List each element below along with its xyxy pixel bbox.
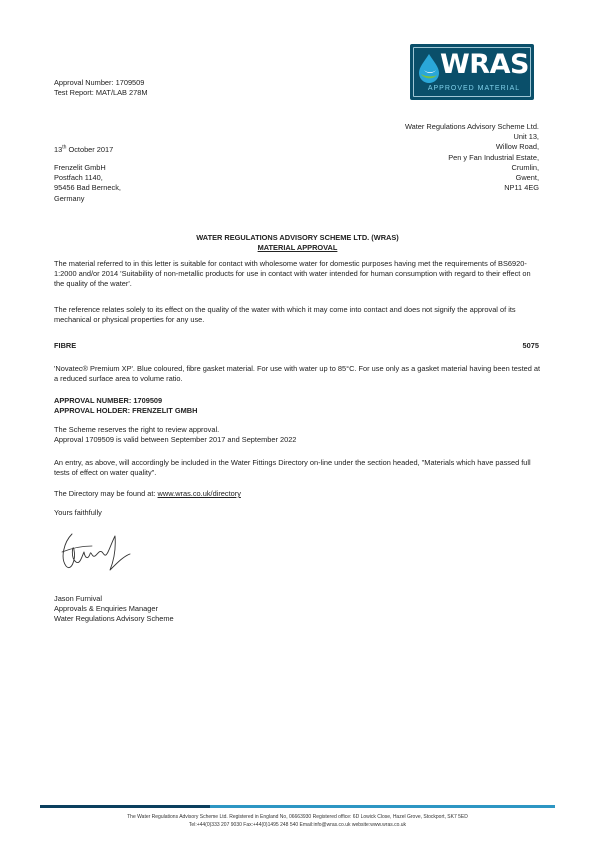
recipient-address xyxy=(54,163,121,204)
signatory-title: Approvals & Enquiries Manager xyxy=(54,604,158,614)
footer xyxy=(0,813,595,829)
signatory-organisation: Water Regulations Advisory Scheme xyxy=(54,614,174,624)
recipient-line: 95456 Bad Berneck, xyxy=(54,183,121,193)
letter-subtitle: MATERIAL APPROVAL xyxy=(257,243,338,252)
directory-location xyxy=(54,489,541,499)
review-paragraph xyxy=(54,425,541,445)
date-suffix: th xyxy=(62,144,67,151)
address-line: Water Regulations Advisory Scheme Ltd. xyxy=(404,122,539,131)
test-report-ref: Test Report: MAT/LAB 278M xyxy=(54,88,148,98)
logo-subtitle: APPROVED MATERIAL xyxy=(427,85,521,92)
recipient-line: Postfach 1140, xyxy=(54,173,103,183)
footer-contact: Tel:+44(0)333 207 9030 Fax:+44(0)1495 248 540 Email:info@wras.co.uk website:www.wras.co.uk xyxy=(188,822,407,828)
letter-date xyxy=(54,145,113,155)
approval-number-ref: Approval Number: 1709509 xyxy=(54,78,145,87)
directory-entry-paragraph: An entry, as above, will accordingly be included in the Water Fittings Directory on-line under the section headed, "Materials which have passed full tests of effect on water quality". xyxy=(54,458,531,478)
reference-block xyxy=(54,78,148,98)
letter-title: WATER REGULATIONS ADVISORY SCHEME LTD. (WRAS) xyxy=(196,233,399,242)
category-name: FIBRE xyxy=(54,341,77,350)
signatory-name: Jason Furnival xyxy=(54,594,103,603)
approval-number: APPROVAL NUMBER: 1709509 xyxy=(54,396,163,405)
address-line: Pen y Fan Industrial Estate, xyxy=(448,152,539,162)
signature-image xyxy=(58,528,138,576)
directory-text: The Directory may be found at: xyxy=(54,489,158,498)
directory-link[interactable]: www.wras.co.uk/directory xyxy=(157,489,241,498)
address-line: NP11 4EG xyxy=(504,183,539,193)
approval-holder: APPROVAL HOLDER: FRENZELIT GMBH xyxy=(54,406,198,416)
address-line: Willow Road, xyxy=(495,142,539,152)
logo-wordmark: WRAS xyxy=(440,49,529,80)
approval-details xyxy=(54,396,197,416)
recipient-line: Frenzelit GmbH xyxy=(54,163,106,172)
wras-logo xyxy=(410,44,534,100)
review-line: The Scheme reserves the right to review approval. xyxy=(54,425,220,434)
address-line: Unit 13, xyxy=(513,132,539,142)
product-description: 'Novatec® Premium XP'. Blue coloured, fibre gasket material. For use with water up to 85°C. For use only as a gasket material having been tested at a reduced surface area to volume ratio. xyxy=(54,364,541,384)
closing: Yours faithfully xyxy=(54,508,102,517)
address-line: Crumlin, xyxy=(511,162,539,172)
suitability-paragraph: The material referred to in this letter is suitable for contact with wholesome water for domestic purposes having met the requirements of BS6920-1:2000 and/or 2014 'Suitability of non-metallic products for use in contact with water intended for human consumption with regard to their effect on the quality of the water'. xyxy=(54,259,531,289)
date-month-year: October 2017 xyxy=(66,145,114,154)
date-day: 13 xyxy=(54,145,63,154)
footer-rule xyxy=(40,805,555,808)
footer-rule-dark xyxy=(40,805,210,808)
footer-rule-light xyxy=(210,805,555,808)
recipient-line: Germany xyxy=(54,193,85,203)
address-line: Gwent, xyxy=(515,173,539,183)
sender-address xyxy=(319,122,539,193)
reference-paragraph: The reference relates solely to its effect on the quality of the water with which it may come into contact and does not signify the approval of its mechanical or physical properties for any use. xyxy=(54,305,516,325)
validity-line: Approval 1709509 is valid between September 2017 and September 2022 xyxy=(54,435,297,445)
signatory xyxy=(54,594,174,625)
footer-registration: The Water Regulations Advisory Scheme Ltd. Registered in England No, 06663930 Registered office: 6D Lowick Close, Hazel Grove, Stockport, SK7 5ED xyxy=(127,814,468,820)
category-code: 5075 xyxy=(522,341,539,350)
water-drop-icon xyxy=(418,53,440,83)
